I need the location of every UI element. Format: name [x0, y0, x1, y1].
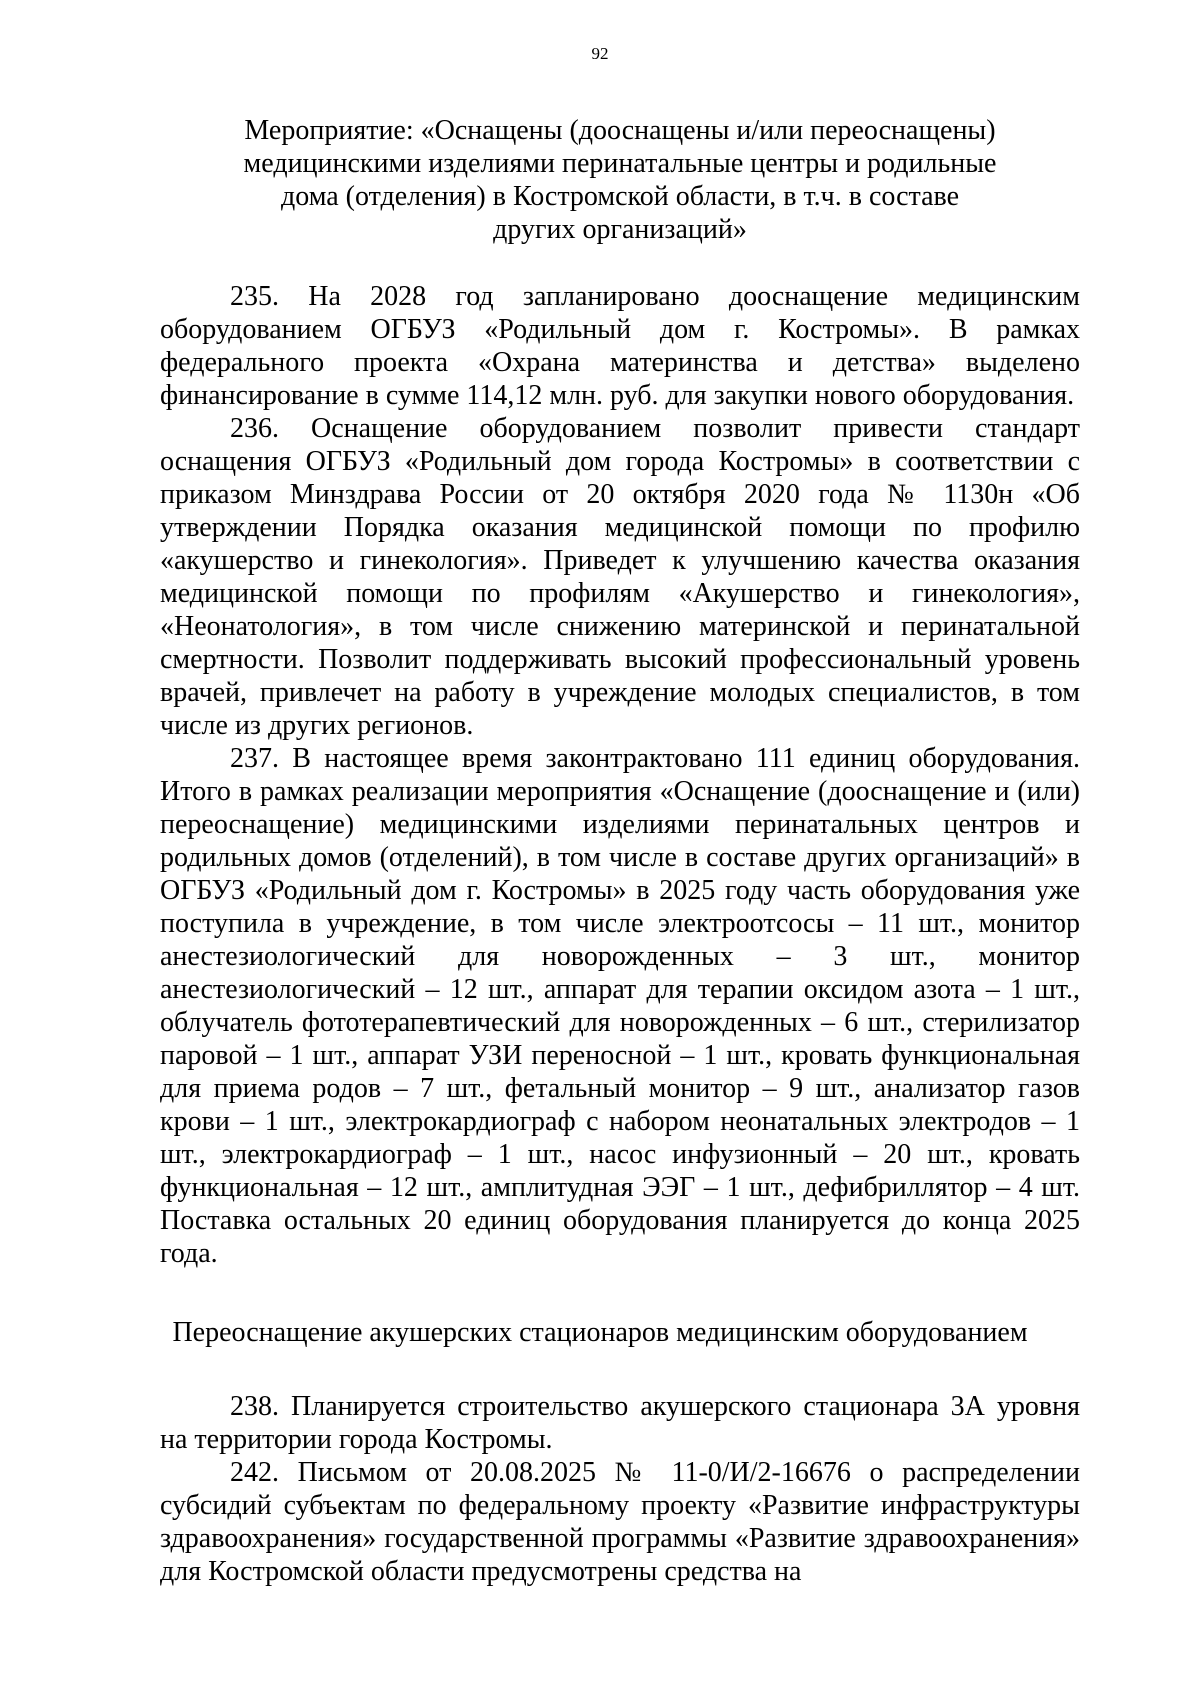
- paragraph-235: 235. На 2028 год запланировано дооснащение медицинским оборудованием ОГБУЗ «Родильный дом г. Костромы». В рамках федерального проекта «Охрана материнства и детства» выделено финансирование в сумме 114,12 млн. руб. для закупки нового оборудования.: [160, 281, 1080, 411]
- paragraph-238: 238. Планируется строительство акушерского стационара 3А уровня на территории города Костромы.: [160, 1391, 1080, 1455]
- section-2-body: [160, 1390, 1080, 1588]
- page-number: 92: [591, 44, 609, 63]
- paragraph-236: 236. Оснащение оборудованием позволит привести стандарт оснащения ОГБУЗ «Родильный дом города Костромы» в соответствии с приказом Минздрава России от 20 октября 2020 года № 1130н «Об утверждении Порядка оказания медицинской помощи по профилю «акушерство и гинекология». Приведет к улучшению качества оказания медицинской помощи по профилям «Акушерство и гинекология», «Неонатология», в том числе снижению материнской и перинатальной смертности. Позволит поддерживать высокий профессиональный уровень врачей, привлечет на работу в учреждение молодых специалистов, в том числе из других регионов.: [160, 413, 1080, 741]
- section-1-body: [160, 280, 1080, 1270]
- section-heading-2: Переоснащение акушерских стационаров медицинским оборудованием: [172, 1317, 1028, 1348]
- paragraph-242: 242. Письмом от 20.08.2025 № 11-0/И/2-16676 о распределении субсидий субъектам по федеральному проекту «Развитие инфраструктуры здравоохранения» государственной программы «Развитие здравоохранения» для Костромской области предусмотрены средства на: [160, 1457, 1080, 1587]
- paragraph-237: 237. В настоящее время законтрактовано 111 единиц оборудования. Итого в рамках реализации мероприятия «Оснащение (дооснащение и (или) переоснащение) медицинскими изделиями перинатальных центров и родильных домов (отделений), в том числе в составе других организаций» в ОГБУЗ «Родильный дом г. Костромы» в 2025 году часть оборудования уже поступила в учреждение, в том числе электроотсосы – 11 шт., монитор анестезиологический для новорожденных – 3 шт., монитор анестезиологический – 12 шт., аппарат для терапии оксидом азота – 1 шт., облучатель фототерапевтический для новорожденных – 6 шт., стерилизатор паровой – 1 шт., аппарат УЗИ переносной – 1 шт., кровать функциональная для приема родов – 7 шт., фетальный монитор – 9 шт., анализатор газов крови – 1 шт., электрокардиограф с набором неонатальных электродов – 1 шт., электрокардиограф – 1 шт., насос инфузионный – 20 шт., кровать функциональная – 12 шт., амплитудная ЭЭГ – 1 шт., дефибриллятор – 4 шт. Поставка остальных 20 единиц оборудования планируется до конца 2025 года.: [160, 743, 1080, 1269]
- section-heading-1: Мероприятие: «Оснащены (дооснащены и/или переоснащены) медицинскими изделиями перинатальные центры и родильные дома (отделения) в Костромской области, в т.ч. в составе других организаций»: [243, 115, 997, 245]
